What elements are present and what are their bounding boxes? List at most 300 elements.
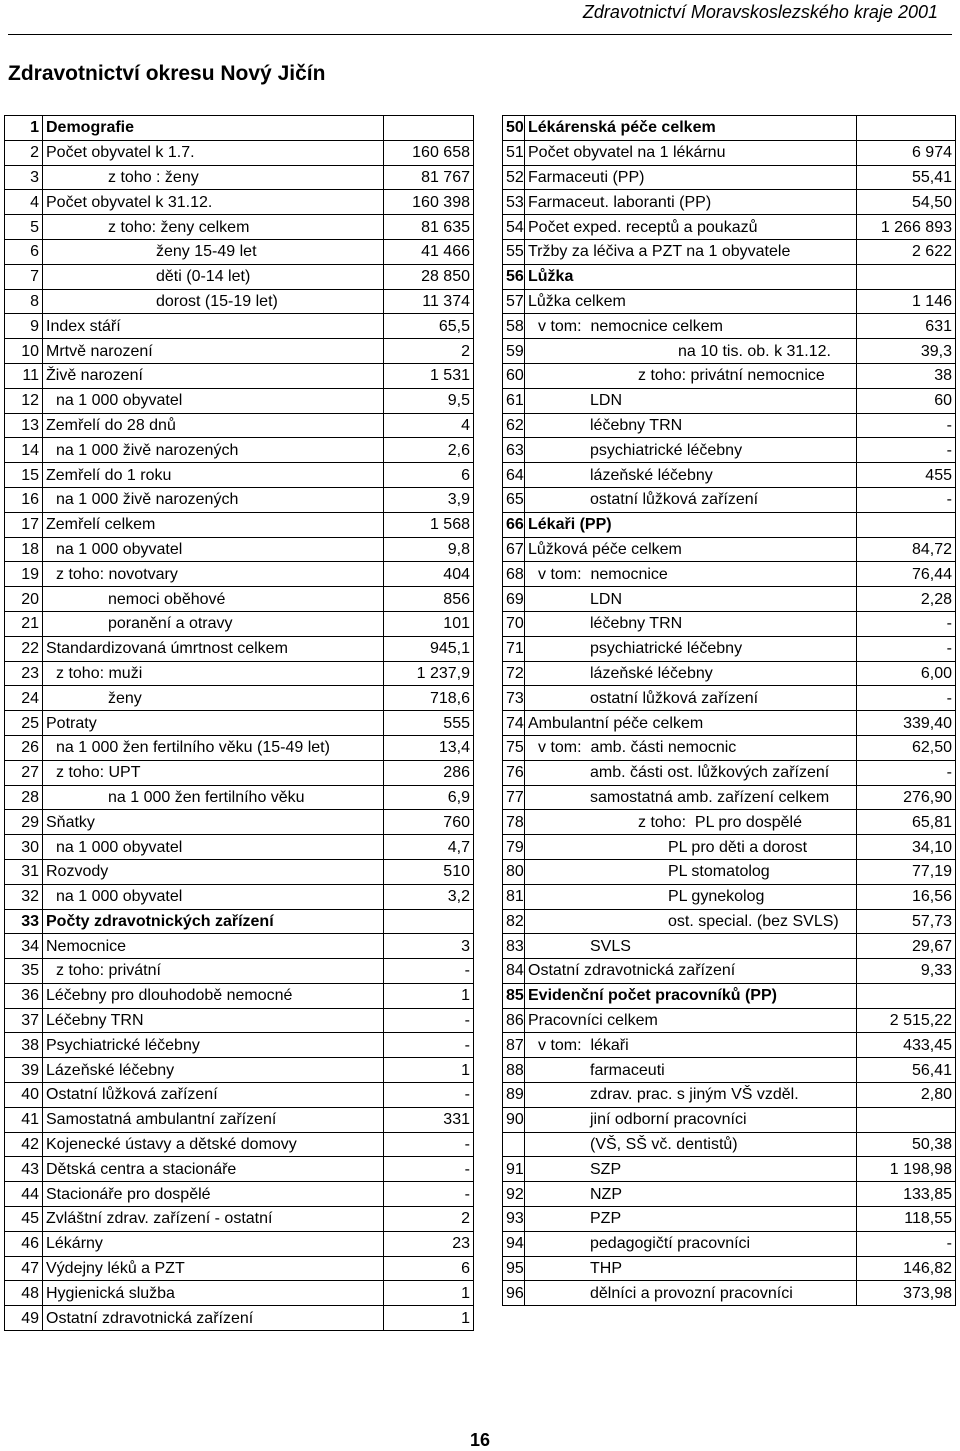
row-value xyxy=(857,264,956,289)
row-value: 2 xyxy=(384,339,474,364)
row-label: Počet exped. receptů a poukazů xyxy=(525,215,857,240)
row-value: 404 xyxy=(384,562,474,587)
table-row xyxy=(503,785,956,810)
row-number: 23 xyxy=(5,661,43,686)
row-number: 45 xyxy=(5,1207,43,1232)
row-label: Ostatní lůžková zařízení xyxy=(43,1083,384,1108)
table-row xyxy=(5,363,474,388)
table-row xyxy=(5,562,474,587)
row-value: - xyxy=(384,1182,474,1207)
row-value: - xyxy=(857,636,956,661)
row-value: 146,82 xyxy=(857,1256,956,1281)
row-value: 11 374 xyxy=(384,289,474,314)
row-value: 77,19 xyxy=(857,859,956,884)
row-number: 25 xyxy=(5,711,43,736)
row-number: 55 xyxy=(503,239,525,264)
row-label: THP xyxy=(525,1256,857,1281)
row-value: 60 xyxy=(857,388,956,413)
row-value: 455 xyxy=(857,463,956,488)
row-label: PL pro děti a dorost xyxy=(525,835,857,860)
row-number: 83 xyxy=(503,934,525,959)
table-row xyxy=(503,264,956,289)
row-value: - xyxy=(384,1033,474,1058)
page-title: Zdravotnictví okresu Nový Jičín xyxy=(8,62,326,85)
row-value: 2,6 xyxy=(384,438,474,463)
row-value: 2,28 xyxy=(857,587,956,612)
row-label: SVLS xyxy=(525,934,857,959)
row-number: 63 xyxy=(503,438,525,463)
row-number: 79 xyxy=(503,835,525,860)
row-label: na 1 000 žen fertilního věku xyxy=(43,785,384,810)
row-label: Dětská centra a stacionáře xyxy=(43,1157,384,1182)
row-value: 631 xyxy=(857,314,956,339)
row-number: 32 xyxy=(5,884,43,909)
table-row xyxy=(5,314,474,339)
row-number: 28 xyxy=(5,785,43,810)
row-number: 12 xyxy=(5,388,43,413)
row-label: Psychiatrické léčebny xyxy=(43,1033,384,1058)
row-label: psychiatrické léčebny xyxy=(525,438,857,463)
table-row xyxy=(503,611,956,636)
table-row xyxy=(503,1281,956,1306)
table-row xyxy=(503,463,956,488)
table-row xyxy=(503,537,956,562)
row-value: 1 146 xyxy=(857,289,956,314)
table-row xyxy=(5,760,474,785)
row-value xyxy=(384,116,474,141)
table-row xyxy=(5,339,474,364)
row-value: 9,8 xyxy=(384,537,474,562)
table-row xyxy=(5,1033,474,1058)
row-label: Ambulantní péče celkem xyxy=(525,711,857,736)
row-label: na 1 000 živě narozených xyxy=(43,438,384,463)
row-value: 856 xyxy=(384,587,474,612)
table-row xyxy=(5,1306,474,1331)
row-label: amb. části ost. lůžkových zařízení xyxy=(525,760,857,785)
table-row xyxy=(503,1231,956,1256)
table-row xyxy=(5,1157,474,1182)
table-row xyxy=(503,1008,956,1033)
row-label: poranění a otravy xyxy=(43,611,384,636)
row-value: - xyxy=(384,1083,474,1108)
row-value xyxy=(857,512,956,537)
row-number: 40 xyxy=(5,1083,43,1108)
row-number: 26 xyxy=(5,735,43,760)
table-row xyxy=(5,983,474,1008)
row-value: 2 622 xyxy=(857,239,956,264)
row-label: Samostatná ambulantní zařízení xyxy=(43,1107,384,1132)
row-number: 24 xyxy=(5,686,43,711)
row-number: 56 xyxy=(503,264,525,289)
row-number: 46 xyxy=(5,1231,43,1256)
row-label: z toho: UPT xyxy=(43,760,384,785)
row-value: 1 237,9 xyxy=(384,661,474,686)
row-label: v tom: lékaři xyxy=(525,1033,857,1058)
table-row xyxy=(5,1132,474,1157)
table-row xyxy=(5,487,474,512)
row-number: 89 xyxy=(503,1083,525,1108)
row-label: LDN xyxy=(525,587,857,612)
row-number: 19 xyxy=(5,562,43,587)
row-value: 1 198,98 xyxy=(857,1157,956,1182)
table-row xyxy=(503,1033,956,1058)
row-number: 59 xyxy=(503,339,525,364)
table-row xyxy=(5,1107,474,1132)
table-row xyxy=(5,264,474,289)
row-value: 84,72 xyxy=(857,537,956,562)
row-value: 6 974 xyxy=(857,140,956,165)
row-label: Mrtvě narození xyxy=(43,339,384,364)
row-value: 2 515,22 xyxy=(857,1008,956,1033)
row-number: 21 xyxy=(5,611,43,636)
row-label: Zemřelí celkem xyxy=(43,512,384,537)
table-row xyxy=(5,116,474,141)
row-label: Index stáří xyxy=(43,314,384,339)
row-label: nemoci oběhové xyxy=(43,587,384,612)
row-label: na 1 000 obyvatel xyxy=(43,537,384,562)
table-row xyxy=(503,810,956,835)
table-row xyxy=(503,1207,956,1232)
row-value: 3 xyxy=(384,934,474,959)
row-label: Kojenecké ústavy a dětské domovy xyxy=(43,1132,384,1157)
row-label: ost. special. (bez SVLS) xyxy=(525,909,857,934)
row-label: z toho: privátní nemocnice xyxy=(525,363,857,388)
row-label: na 10 tis. ob. k 31.12. xyxy=(525,339,857,364)
row-value: 81 767 xyxy=(384,165,474,190)
row-value: 34,10 xyxy=(857,835,956,860)
row-number: 96 xyxy=(503,1281,525,1306)
right-statistics-table xyxy=(502,115,956,1306)
table-row xyxy=(503,909,956,934)
row-label: z toho: privátní xyxy=(43,959,384,984)
row-value: 2 xyxy=(384,1207,474,1232)
row-label: dělníci a provozní pracovníci xyxy=(525,1281,857,1306)
row-number: 54 xyxy=(503,215,525,240)
row-label: PZP xyxy=(525,1207,857,1232)
table-row xyxy=(5,140,474,165)
row-value: 276,90 xyxy=(857,785,956,810)
row-value: 286 xyxy=(384,760,474,785)
row-value: 160 658 xyxy=(384,140,474,165)
row-label: ostatní lůžková zařízení xyxy=(525,686,857,711)
row-number: 78 xyxy=(503,810,525,835)
table-row xyxy=(5,611,474,636)
row-number: 60 xyxy=(503,363,525,388)
table-row xyxy=(5,512,474,537)
row-label: v tom: amb. části nemocnic xyxy=(525,735,857,760)
table-row xyxy=(503,239,956,264)
row-value: 6,00 xyxy=(857,661,956,686)
row-value: 1 xyxy=(384,983,474,1008)
row-label: Standardizovaná úmrtnost celkem xyxy=(43,636,384,661)
row-value: 76,44 xyxy=(857,562,956,587)
row-value: 39,3 xyxy=(857,339,956,364)
table-row xyxy=(503,314,956,339)
row-value: 118,55 xyxy=(857,1207,956,1232)
row-number: 82 xyxy=(503,909,525,934)
row-value: 41 466 xyxy=(384,239,474,264)
row-value: - xyxy=(384,1157,474,1182)
table-row xyxy=(5,835,474,860)
row-number: 80 xyxy=(503,859,525,884)
row-label: léčebny TRN xyxy=(525,413,857,438)
row-number: 88 xyxy=(503,1058,525,1083)
row-number: 1 xyxy=(5,116,43,141)
row-number: 74 xyxy=(503,711,525,736)
table-row xyxy=(503,289,956,314)
row-label: Lékárny xyxy=(43,1231,384,1256)
table-row xyxy=(503,215,956,240)
table-row xyxy=(503,934,956,959)
row-number: 84 xyxy=(503,959,525,984)
row-value: 23 xyxy=(384,1231,474,1256)
row-number: 85 xyxy=(503,983,525,1008)
table-row xyxy=(503,1083,956,1108)
row-value xyxy=(384,909,474,934)
row-value: - xyxy=(857,413,956,438)
row-label: ženy 15-49 let xyxy=(43,239,384,264)
row-label: z toho : ženy xyxy=(43,165,384,190)
row-label: na 1 000 živě narozených xyxy=(43,487,384,512)
row-label: děti (0-14 let) xyxy=(43,264,384,289)
row-value xyxy=(857,983,956,1008)
row-label: Stacionáře pro dospělé xyxy=(43,1182,384,1207)
table-row xyxy=(5,1281,474,1306)
row-label: psychiatrické léčebny xyxy=(525,636,857,661)
table-row xyxy=(503,983,956,1008)
row-number: 16 xyxy=(5,487,43,512)
table-row xyxy=(503,413,956,438)
row-label: z toho: PL pro dospělé xyxy=(525,810,857,835)
row-number: 6 xyxy=(5,239,43,264)
row-number: 67 xyxy=(503,537,525,562)
row-label: Výdejny léků a PZT xyxy=(43,1256,384,1281)
table-row xyxy=(5,686,474,711)
row-value: - xyxy=(857,611,956,636)
row-label: Počty zdravotnických zařízení xyxy=(43,909,384,934)
row-value: 65,5 xyxy=(384,314,474,339)
row-number: 48 xyxy=(5,1281,43,1306)
row-number: 8 xyxy=(5,289,43,314)
table-row xyxy=(503,438,956,463)
table-row xyxy=(503,165,956,190)
running-header: Zdravotnictví Moravskoslezského kraje 2001 xyxy=(582,2,938,22)
table-row xyxy=(503,388,956,413)
table-row xyxy=(5,934,474,959)
table-row xyxy=(503,190,956,215)
table-row xyxy=(5,413,474,438)
table-row xyxy=(503,959,956,984)
header-rule xyxy=(8,34,952,35)
row-value: 29,67 xyxy=(857,934,956,959)
row-label: Lůžka xyxy=(525,264,857,289)
row-number: 22 xyxy=(5,636,43,661)
table-row xyxy=(503,587,956,612)
row-value: 555 xyxy=(384,711,474,736)
row-value: - xyxy=(857,487,956,512)
row-label: Živě narození xyxy=(43,363,384,388)
row-value: 1 266 893 xyxy=(857,215,956,240)
row-value xyxy=(857,116,956,141)
row-number: 11 xyxy=(5,363,43,388)
table-row xyxy=(5,587,474,612)
row-label: SZP xyxy=(525,1157,857,1182)
row-value: 6 xyxy=(384,463,474,488)
row-label: Pracovníci celkem xyxy=(525,1008,857,1033)
row-number: 69 xyxy=(503,587,525,612)
row-value: 55,41 xyxy=(857,165,956,190)
row-label: Nemocnice xyxy=(43,934,384,959)
row-number: 53 xyxy=(503,190,525,215)
row-number: 42 xyxy=(5,1132,43,1157)
row-value: 101 xyxy=(384,611,474,636)
row-number: 20 xyxy=(5,587,43,612)
row-label: ženy xyxy=(43,686,384,711)
table-row xyxy=(503,487,956,512)
table-row xyxy=(503,339,956,364)
row-number: 57 xyxy=(503,289,525,314)
row-label: Léčebny pro dlouhodobě nemocné xyxy=(43,983,384,1008)
table-row xyxy=(5,785,474,810)
row-number: 71 xyxy=(503,636,525,661)
row-value: 3,9 xyxy=(384,487,474,512)
table-row xyxy=(503,711,956,736)
row-label: jiní odborní pracovníci xyxy=(525,1107,857,1132)
table-row xyxy=(5,215,474,240)
table-row xyxy=(5,735,474,760)
row-label: na 1 000 obyvatel xyxy=(43,884,384,909)
table-row xyxy=(503,835,956,860)
row-value: 65,81 xyxy=(857,810,956,835)
row-number: 64 xyxy=(503,463,525,488)
row-value: 57,73 xyxy=(857,909,956,934)
row-label: Počet obyvatel k 31.12. xyxy=(43,190,384,215)
table-row xyxy=(5,636,474,661)
table-row xyxy=(503,636,956,661)
table-row xyxy=(5,1207,474,1232)
table-row xyxy=(503,363,956,388)
row-label: z toho: novotvary xyxy=(43,562,384,587)
row-number: 52 xyxy=(503,165,525,190)
row-value: 38 xyxy=(857,363,956,388)
row-label: Potraty xyxy=(43,711,384,736)
row-number: 17 xyxy=(5,512,43,537)
table-row xyxy=(503,760,956,785)
row-value: 81 635 xyxy=(384,215,474,240)
row-value: 1 531 xyxy=(384,363,474,388)
row-label: pedagogičtí pracovníci xyxy=(525,1231,857,1256)
table-row xyxy=(503,1256,956,1281)
row-label: v tom: nemocnice celkem xyxy=(525,314,857,339)
table-row xyxy=(503,884,956,909)
row-number: 35 xyxy=(5,959,43,984)
row-label: Demografie xyxy=(43,116,384,141)
row-label: PL stomatolog xyxy=(525,859,857,884)
row-number: 9 xyxy=(5,314,43,339)
row-label: (VŠ, SŠ vč. dentistů) xyxy=(525,1132,857,1157)
row-number xyxy=(503,1132,525,1157)
row-number: 73 xyxy=(503,686,525,711)
table-row xyxy=(5,1008,474,1033)
row-value: 16,56 xyxy=(857,884,956,909)
row-label: farmaceuti xyxy=(525,1058,857,1083)
table-row xyxy=(503,859,956,884)
row-label: Léčebny TRN xyxy=(43,1008,384,1033)
table-row xyxy=(5,810,474,835)
row-value: 1 xyxy=(384,1281,474,1306)
table-row xyxy=(503,1182,956,1207)
row-value: 4,7 xyxy=(384,835,474,860)
row-number: 14 xyxy=(5,438,43,463)
row-number: 34 xyxy=(5,934,43,959)
table-row xyxy=(5,388,474,413)
row-value: 1 xyxy=(384,1058,474,1083)
row-value: - xyxy=(857,686,956,711)
table-row xyxy=(5,537,474,562)
table-row xyxy=(503,1157,956,1182)
row-value: 28 850 xyxy=(384,264,474,289)
table-row xyxy=(5,711,474,736)
table-row xyxy=(5,884,474,909)
row-label: na 1 000 obyvatel xyxy=(43,388,384,413)
row-number: 30 xyxy=(5,835,43,860)
row-label: Lázeňské léčebny xyxy=(43,1058,384,1083)
row-label: Farmaceuti (PP) xyxy=(525,165,857,190)
row-value: 2,80 xyxy=(857,1083,956,1108)
table-row xyxy=(5,438,474,463)
table-row xyxy=(503,140,956,165)
table-row xyxy=(503,1132,956,1157)
row-value: 160 398 xyxy=(384,190,474,215)
row-label: na 1 000 obyvatel xyxy=(43,835,384,860)
row-label: Farmaceut. laboranti (PP) xyxy=(525,190,857,215)
row-number: 10 xyxy=(5,339,43,364)
row-label: NZP xyxy=(525,1182,857,1207)
row-value: 945,1 xyxy=(384,636,474,661)
row-number: 91 xyxy=(503,1157,525,1182)
table-row xyxy=(5,165,474,190)
row-label: samostatná amb. zařízení celkem xyxy=(525,785,857,810)
row-value: 4 xyxy=(384,413,474,438)
row-number: 90 xyxy=(503,1107,525,1132)
table-row xyxy=(503,1058,956,1083)
row-number: 27 xyxy=(5,760,43,785)
row-number: 37 xyxy=(5,1008,43,1033)
table-row xyxy=(5,959,474,984)
row-label: Počet obyvatel k 1.7. xyxy=(43,140,384,165)
row-number: 61 xyxy=(503,388,525,413)
row-value: 339,40 xyxy=(857,711,956,736)
row-number: 13 xyxy=(5,413,43,438)
row-number: 33 xyxy=(5,909,43,934)
row-number: 2 xyxy=(5,140,43,165)
row-number: 31 xyxy=(5,859,43,884)
row-label: z toho: muži xyxy=(43,661,384,686)
table-row xyxy=(5,661,474,686)
table-row xyxy=(503,562,956,587)
row-label: ostatní lůžková zařízení xyxy=(525,487,857,512)
row-label: léčebny TRN xyxy=(525,611,857,636)
row-label: lázeňské léčebny xyxy=(525,463,857,488)
row-label: Lůžková péče celkem xyxy=(525,537,857,562)
row-number: 94 xyxy=(503,1231,525,1256)
row-number: 49 xyxy=(5,1306,43,1331)
row-value: 9,33 xyxy=(857,959,956,984)
row-label: Ostatní zdravotnická zařízení xyxy=(525,959,857,984)
row-number: 39 xyxy=(5,1058,43,1083)
table-row xyxy=(5,1083,474,1108)
left-statistics-table xyxy=(4,115,474,1331)
